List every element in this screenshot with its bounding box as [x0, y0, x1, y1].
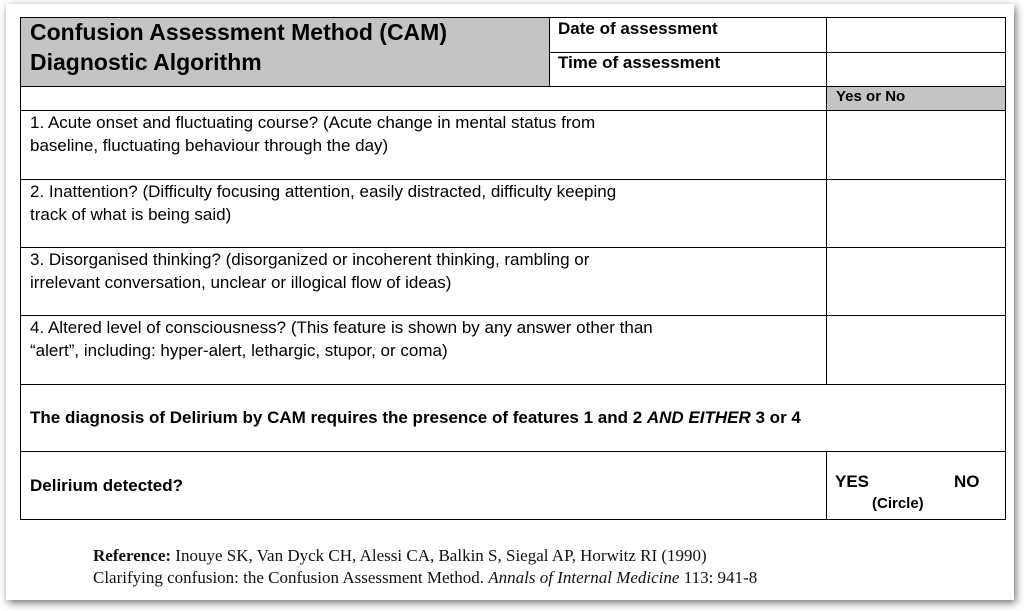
diagnosis-rule-part-1: The diagnosis of Delirium by CAM requires the presence of features 1 and 2 — [30, 408, 647, 427]
answer-header-cell — [826, 86, 1006, 110]
form-title-line-2: Diagnostic Algorithm — [30, 49, 262, 75]
grid-line — [20, 451, 1006, 452]
yes-option[interactable]: YES — [835, 472, 870, 491]
grid-line — [20, 86, 1006, 87]
question-4-line-2: “alert”, including: hyper-alert, lethargic, stupor, or coma) — [30, 341, 448, 360]
form-title-line-1: Confusion Assessment Method (CAM) — [30, 19, 447, 45]
question-1-answer-cell[interactable] — [826, 110, 1006, 179]
reference-line-1 — [93, 545, 973, 567]
question-3 — [30, 248, 810, 294]
grid-line — [20, 179, 1006, 180]
question-4-line-1: 4. Altered level of consciousness? (This feature is shown by any answer other than — [30, 318, 653, 337]
question-3-answer-cell[interactable] — [826, 247, 1006, 315]
form-title-cell — [20, 17, 549, 86]
diagnosis-rule-part-2: 3 or 4 — [750, 408, 801, 427]
no-option[interactable]: NO — [954, 472, 980, 491]
reference-citation — [93, 545, 973, 589]
question-3-line-1: 3. Disorganised thinking? (disorganized or incoherent thinking, rambling or — [30, 250, 590, 269]
date-of-assessment-field[interactable] — [826, 17, 1006, 52]
question-2-answer-cell[interactable] — [826, 179, 1006, 247]
reference-journal: Annals of Internal Medicine — [488, 568, 680, 587]
time-of-assessment-field[interactable] — [826, 52, 1006, 86]
diagnosis-rule-emphasis: AND EITHER — [646, 408, 751, 427]
grid-line — [826, 17, 827, 384]
cam-form — [20, 17, 1006, 520]
question-2-line-2: track of what is being said) — [30, 205, 232, 224]
reference-volume: 113: 941-8 — [679, 568, 758, 587]
grid-line — [826, 451, 827, 520]
grid-line — [549, 52, 1006, 53]
grid-line — [1005, 17, 1006, 520]
question-4-answer-cell[interactable] — [826, 315, 1006, 384]
question-3-line-2: irrelevant conversation, unclear or illogical flow of ideas) — [30, 273, 452, 292]
answer-header: Yes or No — [836, 88, 906, 105]
grid-line — [20, 315, 1006, 316]
grid-line — [549, 17, 550, 86]
grid-line — [20, 17, 21, 520]
diagnosis-rule — [30, 408, 801, 428]
reference-label: Reference: — [93, 546, 172, 565]
form-title — [30, 17, 447, 77]
time-of-assessment-label: Time of assessment — [558, 53, 721, 72]
grid-line — [20, 384, 1006, 385]
question-2-line-1: 2. Inattention? (Difficulty focusing attention, easily distracted, difficulty keeping — [30, 182, 617, 201]
grid-line — [20, 17, 1006, 18]
question-2 — [30, 180, 810, 226]
delirium-detected-label: Delirium detected? — [30, 476, 184, 495]
grid-line — [20, 110, 1006, 111]
grid-line — [20, 247, 1006, 248]
question-1 — [30, 111, 810, 157]
question-1-line-2: baseline, fluctuating behaviour through the day) — [30, 136, 389, 155]
grid-line — [20, 519, 1006, 520]
reference-title: Clarifying confusion: the Confusion Assessment Method. — [93, 568, 489, 587]
reference-authors: Inouye SK, Van Dyck CH, Alessi CA, Balkin S, Siegal AP, Horwitz RI (1990) — [171, 546, 707, 565]
date-of-assessment-label: Date of assessment — [558, 19, 718, 38]
circle-instruction: (Circle) — [872, 495, 924, 512]
question-1-line-1: 1. Acute onset and fluctuating course? (Acute change in mental status from — [30, 113, 596, 132]
question-4 — [30, 316, 810, 362]
reference-line-2 — [93, 567, 973, 589]
